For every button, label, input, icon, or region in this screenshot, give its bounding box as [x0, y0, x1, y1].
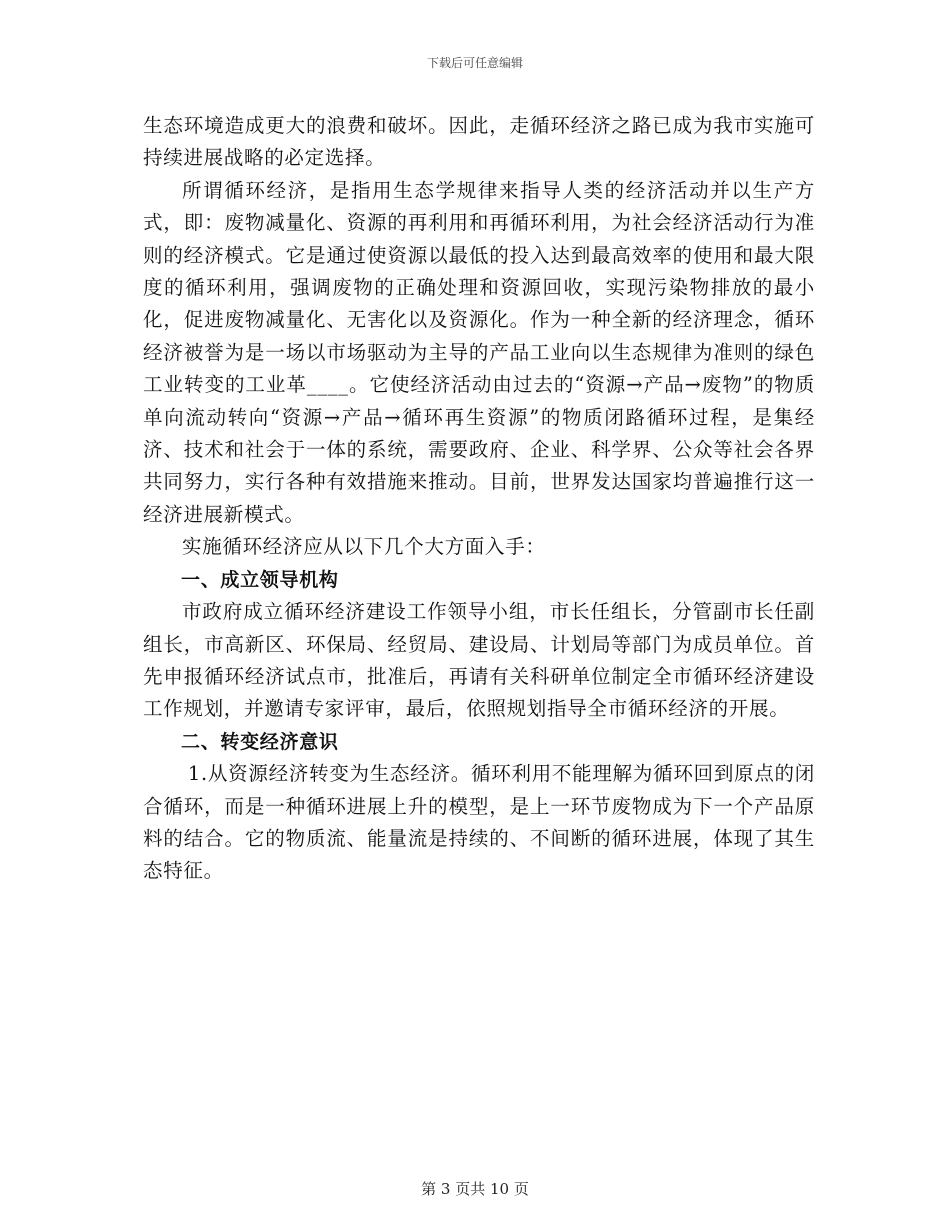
paragraph-leadership: 市政府成立循环经济建设工作领导小组，市长任组长，分管副市长任副组长，市高新区、环保局、经贸局、建设局、计划局等部门为成员单位。首先申报循环经济试点市，批准后，再请有关科研单位制定全市循环经济建设工作规划，并邀请专家评审，最后，依照规划指导全市循环经济的开展。	[143, 600, 815, 721]
document-body	[143, 110, 815, 888]
section-heading-1: 一、成立领导机构	[181, 568, 339, 591]
page-header-note: 下载后可任意编辑	[426, 56, 523, 70]
paragraph-item-1: 1.从资源经济转变为生态经济。循环利用不能理解为循环回到原点的闭合循环，而是一种循环进展上升的模型，是上一环节废物成为下一个产品原料的结合。它的物质流、能量流是持续的、不间断的循环进展，体现了其生态特征。	[143, 762, 815, 883]
paragraph-continuation: 生态环境造成更大的浪费和破坏。因此，走循环经济之路已成为我市实施可持续进展战略的必定选择。	[143, 114, 815, 170]
paragraph-intro-list: 实施循环经济应从以下几个大方面入手：	[182, 535, 546, 559]
section-heading-2: 二、转变经济意识	[181, 730, 339, 753]
page-number: 第 3 页共 10 页	[421, 1180, 529, 1198]
paragraph-definition: 所谓循环经济，是指用生态学规律来指导人类的经济活动并以生产方式，即：废物减量化、资源的再利用和再循环利用，为社会经济活动行为准则的经济模式。它是通过使资源以最低的投入达到最高效率的使用和最大限度的循环利用，强调废物的正确处理和资源回收，实现污染物排放的最小化，促进废物减量化、无害化以及资源化。作为一种全新的经济理念，循环经济被誉为是一场以市场驱动为主导的产品工业向以生态规律为准则的绿色工业转变的工业革____。它使经济活动由过去的“资源→产品→废物”的物质单向流动转向“资源→产品→循环再生资源”的物质闭路循环过程，是集经济、技术和社会于一体的系统，需要政府、企业、科学界、公众等社会各界共同努力，实行各种有效措施来推动。目前，世界发达国家均普遍推行这一经济进展新模式。	[143, 178, 815, 526]
